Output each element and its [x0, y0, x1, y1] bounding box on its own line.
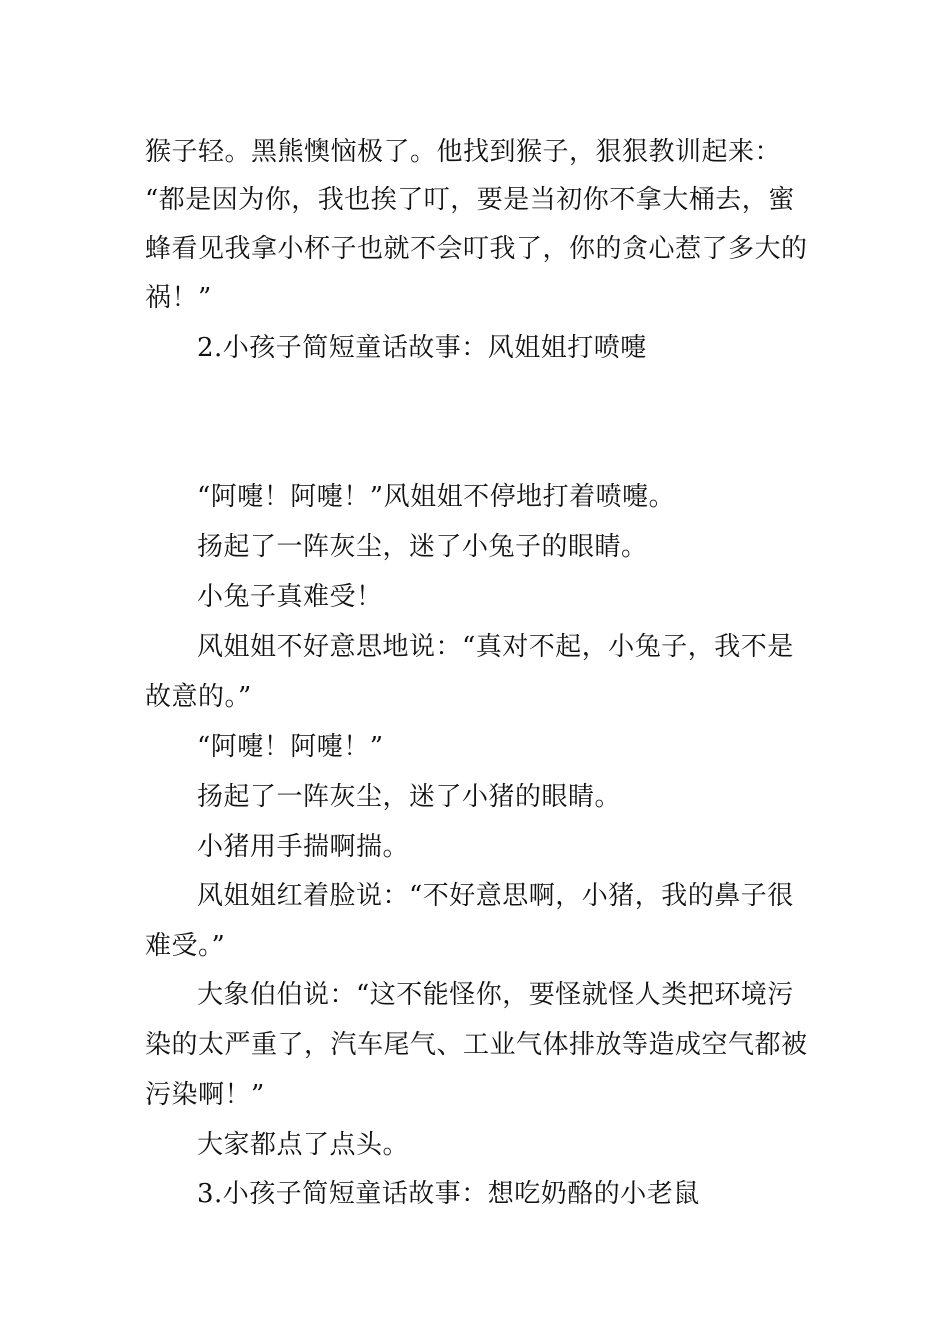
section-heading: 2.小孩子简短童话故事：风姐姐打喷嚏: [197, 333, 647, 363]
text-line: 难受。”: [145, 931, 226, 961]
section-heading: 3.小孩子简短童话故事：想吃奶酪的小老鼠: [197, 1179, 700, 1209]
text-line: 小猪用手揣啊揣。: [197, 832, 410, 862]
text-line: “阿嚏！阿嚏！”风姐姐不停地打着喷嚏。: [197, 482, 676, 512]
text-line: “阿嚏！阿嚏！”: [197, 732, 384, 762]
text-line: 祸！”: [145, 283, 212, 313]
text-line: 故意的。”: [145, 682, 252, 712]
text-line: 小兔子真难受！: [197, 582, 383, 612]
text-line: “都是因为你，我也挨了叮，要是当初你不拿大桶去，蜜: [145, 185, 795, 215]
text-line: 扬起了一阵灰尘，迷了小兔子的眼睛。: [197, 532, 648, 562]
text-line: 污染啊！”: [145, 1080, 265, 1110]
text-line: 风姐姐不好意思地说：“真对不起，小兔子，我不是: [197, 632, 794, 662]
text-line: 蜂看见我拿小杯子也就不会叮我了，你的贪心惹了多大的: [145, 234, 808, 264]
text-line: 大家都点了点头。: [197, 1130, 410, 1160]
text-line: 扬起了一阵灰尘，迷了小猪的眼睛。: [197, 782, 622, 812]
text-line: 大象伯伯说：“这不能怪你，要怪就怪人类把环境污: [197, 980, 794, 1010]
text-line: 染的太严重了，汽车尾气、工业气体排放等造成空气都被: [145, 1030, 808, 1060]
text-line: 猴子轻。黑熊懊恼极了。他找到猴子，狠狠教训起来：: [145, 137, 782, 167]
text-line: 风姐姐红着脸说：“不好意思啊，小猪，我的鼻子很: [197, 881, 794, 911]
